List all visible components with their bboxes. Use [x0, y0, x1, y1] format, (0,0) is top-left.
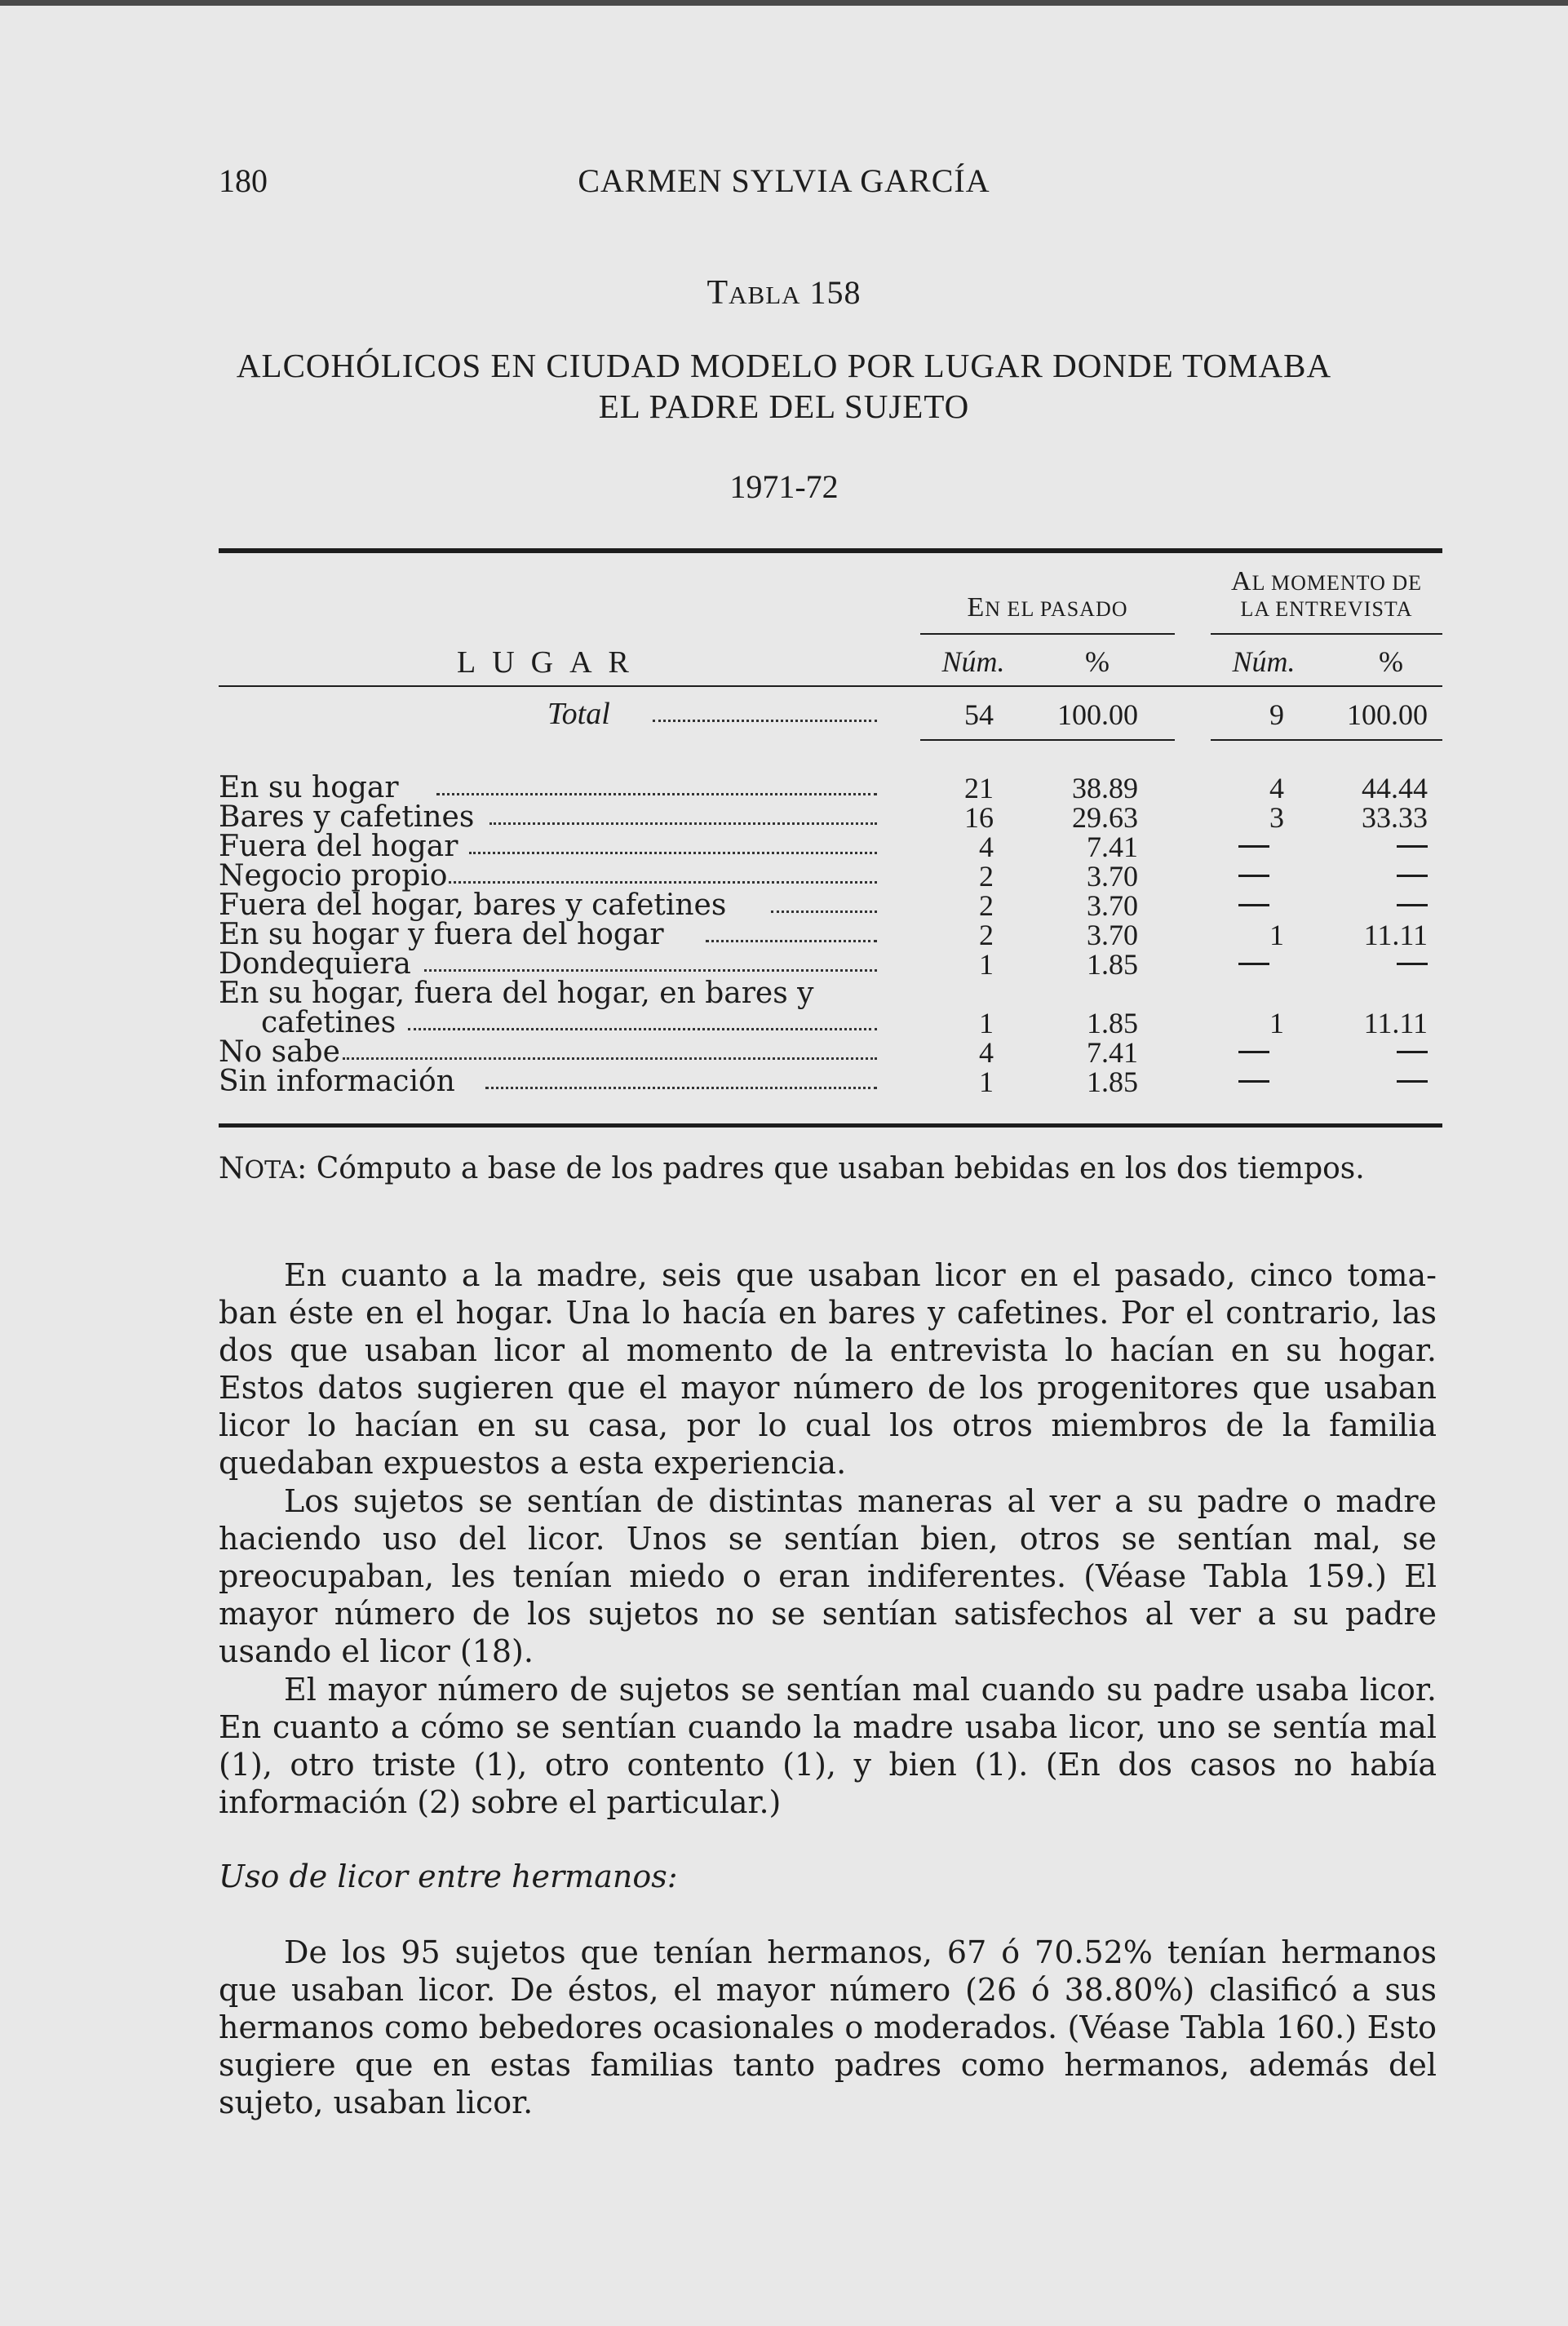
table-label: TABLA 158 [706, 274, 862, 312]
leader-dots [408, 1012, 877, 1030]
row-label: Negocio propio [219, 859, 448, 893]
leader-dots [436, 777, 877, 795]
total-rule-2 [1211, 739, 1442, 741]
cell-num-past: 1 [979, 1007, 994, 1039]
cell-pct-interview: 11.11 [1363, 1007, 1428, 1039]
leader-dots [469, 835, 877, 854]
cell-pct-past: 38.89 [1072, 772, 1138, 804]
row-label: Sin información [219, 1065, 455, 1098]
page-number: 180 [219, 162, 268, 199]
empty-cell-dash [1397, 904, 1428, 906]
cell-num-interview: 1 [1269, 1007, 1284, 1039]
cell-pct-interview: 11.11 [1363, 919, 1428, 951]
cell-num-past: 1 [979, 1066, 994, 1098]
leader-dots [771, 894, 877, 913]
cell-pct-past: 7.41 [1087, 831, 1138, 863]
row-label: En su hogar [219, 771, 399, 804]
cell-pct-past: 3.70 [1087, 889, 1138, 922]
header-bottom-rule [219, 685, 1442, 687]
subheader-num-2: Núm. [1232, 645, 1296, 678]
leader-dots [485, 1070, 877, 1089]
cell-num-past: 2 [979, 860, 994, 893]
subheader-pct-2: % [1379, 645, 1403, 678]
group-header-interview-line2: LA ENTREVISTA [1240, 597, 1413, 621]
cell-num-past: 21 [964, 772, 994, 804]
empty-cell-dash [1397, 963, 1428, 965]
table-note: NOTA: Cómputo a base de los padres que usaban bebidas en los dos tiempos. [219, 1152, 1365, 1185]
cell-num-past: 1 [979, 948, 994, 981]
empty-cell-dash [1397, 1080, 1428, 1083]
cell-pct-interview: 44.44 [1362, 772, 1428, 804]
empty-cell-dash [1238, 1080, 1269, 1083]
total-num-past: 54 [964, 698, 994, 731]
cell-num-interview: 1 [1269, 919, 1284, 951]
row-label: Fuera del hogar, bares y cafetines [219, 888, 727, 922]
cell-num-interview: 3 [1269, 801, 1284, 834]
empty-cell-dash [1397, 845, 1428, 848]
cell-num-past: 4 [979, 831, 994, 863]
total-rule-1 [920, 739, 1175, 741]
row-label: En su hogar, fuera del hogar, en bares y [219, 977, 814, 1010]
cell-pct-past: 1.85 [1087, 1066, 1138, 1098]
empty-cell-dash [1238, 845, 1269, 848]
row-label: En su hogar y fuera del hogar [219, 918, 664, 951]
cell-num-past: 16 [964, 801, 994, 834]
paragraph-hermanos: De los 95 sujetos que tenían hermanos, 67 ó 70.52% tenían hermanos que usaban licor. De éstos, el mayor número (26 ó 38.80%) clasificó a sus hermanos como bebedores ocasionales o moderados. (Véase Tabla 160.) Esto sugiere que en estas familias tanto padres como hermanos, además del sujeto, usaban licor. [219, 1934, 1437, 2120]
group-header-interview: AL MOMENTO DE [1231, 566, 1422, 596]
empty-cell-dash [1238, 1051, 1269, 1053]
row-label: Bares y cafetines [219, 800, 475, 834]
group2-rule [1211, 633, 1442, 635]
total-pct-past: 100.00 [1057, 698, 1138, 731]
scan-edge [0, 0, 1568, 6]
column-header-lugar: LUGAR [457, 645, 645, 680]
cell-pct-past: 7.41 [1087, 1036, 1138, 1069]
leader-dots [449, 865, 877, 884]
leader-dots [343, 1041, 877, 1060]
table-top-rule [219, 548, 1442, 553]
group-header-past: EN EL PASADO [967, 592, 1128, 622]
running-author: CARMEN SYLVIA GARCÍA [578, 162, 990, 199]
subheader-num-1: Núm. [941, 645, 1005, 678]
group1-rule [920, 633, 1175, 635]
cell-pct-past: 1.85 [1087, 1007, 1138, 1039]
table-years: 1971-72 [729, 468, 839, 505]
paragraph-madre: En cuanto a la madre, seis que usaban licor en el pasado, cinco toma- ban éste en el hogar. Una lo hacía en bares y cafetines. Por el contrario, las dos que usaban licor al momento de la entrevista lo hacían en su hogar. Estos datos sugieren que el mayor número de los progenitores que usaban licor lo hacían en su casa, por lo cual los otros miembros de la familia quedaban expuestos a esta experiencia. [219, 1257, 1437, 1481]
cell-num-past: 4 [979, 1036, 994, 1069]
total-label: Total [547, 697, 610, 731]
cell-pct-past: 29.63 [1072, 801, 1138, 834]
table-bottom-rule [219, 1123, 1442, 1128]
total-num-interview: 9 [1269, 698, 1284, 731]
total-pct-interview: 100.00 [1347, 698, 1428, 731]
cell-pct-past: 3.70 [1087, 860, 1138, 893]
cell-num-past: 2 [979, 889, 994, 922]
row-label: cafetines [261, 1006, 396, 1039]
running-header [0, 162, 1568, 210]
cell-pct-interview: 33.33 [1362, 801, 1428, 834]
empty-cell-dash [1238, 875, 1269, 877]
table-title-line-1: ALCOHÓLICOS EN CIUDAD MODELO POR LUGAR DONDE TOMABA [236, 347, 1332, 384]
leader-dots [653, 703, 877, 722]
row-label: Fuera del hogar [219, 830, 458, 863]
empty-cell-dash [1397, 875, 1428, 877]
leader-dots [489, 806, 877, 825]
subheader-pct-1: % [1085, 645, 1110, 678]
empty-cell-dash [1238, 963, 1269, 965]
empty-cell-dash [1397, 1051, 1428, 1053]
cell-pct-past: 3.70 [1087, 919, 1138, 951]
cell-num-past: 2 [979, 919, 994, 951]
row-label: Dondequiera [219, 947, 411, 981]
leader-dots [424, 953, 877, 972]
leader-dots [706, 924, 877, 942]
table-title-line-2: EL PADRE DEL SUJETO [598, 388, 970, 425]
paragraph-padre-madre: El mayor número de sujetos se sentían mal cuando su padre usaba licor. En cuanto a cómo se sentían cuando la madre usaba licor, uno se sentía mal (1), otro triste (1), otro contento (1), y bien (1). (En dos casos no había información (2) sobre el particular.) [219, 1672, 1437, 1820]
section-subheading: Uso de licor entre hermanos: [219, 1859, 678, 1894]
cell-pct-past: 1.85 [1087, 948, 1138, 981]
paragraph-sentimientos: Los sujetos se sentían de distintas maneras al ver a su padre o madre haciendo uso del licor. Unos se sentían bien, otros se sentían mal, se preocupaban, les tenían miedo o eran indiferentes. (Véase Tabla 159.) El mayor número de los sujetos no se sentían satisfechos al ver a su padre usando el licor (18). [219, 1483, 1437, 1669]
row-label: No sabe [219, 1035, 340, 1069]
cell-num-interview: 4 [1269, 772, 1284, 804]
empty-cell-dash [1238, 904, 1269, 906]
